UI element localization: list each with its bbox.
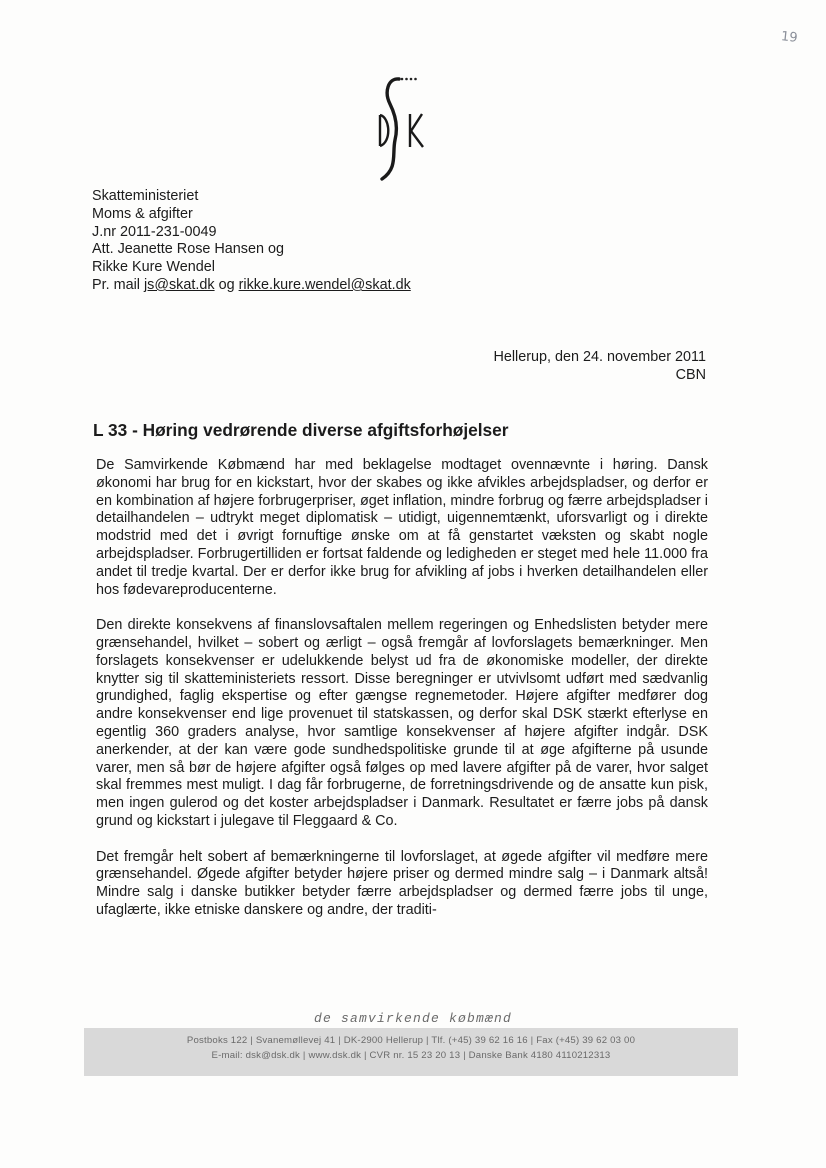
recipient-line: Moms & afgifter	[92, 205, 193, 222]
dsk-logo	[368, 70, 428, 182]
email-conjunction: og	[218, 276, 235, 293]
date-block	[493, 348, 706, 384]
recipient-line: Rikke Kure Wendel	[92, 259, 215, 276]
recipient-line: Att. Jeanette Rose Hansen og	[92, 241, 284, 258]
footer-tagline: de samvirkende købmænd	[313, 1011, 513, 1026]
email-link-rikke[interactable]: rikke.kure.wendel@skat.dk	[238, 276, 411, 293]
body-paragraph: Det fremgår helt sobert af bemærkningerne til lovforslaget, at øgede afgifter vil medføre mere grænsehandel. Øgede afgifter betyder højere priser og dermed mindre salg – i Danmark altså! Mindre salg i danske butikker betyder færre arbejdspladser og dermed færre jobs til unge, ufaglærte, ikke etniske danskere og andre, der traditi-	[96, 848, 708, 918]
recipient-line: J.nr 2011-231-0049	[92, 223, 217, 240]
email-link-js[interactable]: js@skat.dk	[143, 276, 215, 293]
footer-address-line: Postboks 122 | Svanemøllevej 41 | DK-2900 Hellerup | Tlf. (+45) 39 62 16 16 | Fax (+45) 39 62 03 00	[186, 1035, 636, 1046]
letter-body	[96, 457, 708, 920]
mail-prefix: Pr. mail	[92, 276, 140, 293]
footer-contact-bar	[84, 1028, 738, 1076]
recipient-address	[92, 188, 411, 295]
dsk-logo-mark	[368, 70, 428, 182]
recipient-line: Skatteministeriet	[92, 188, 199, 204]
footer-contact-line: E-mail: dsk@dsk.dk | www.dsk.dk | CVR nr. 15 23 20 13 | Danske Bank 4180 4110212313	[211, 1049, 611, 1061]
recipient-email-line	[92, 277, 411, 295]
author-initials: CBN	[675, 367, 706, 384]
body-paragraph: Den direkte konsekvens af finanslovsaftalen mellem regeringen og Enhedslisten betyder mere grænsehandel, hvilket – sobert og ærligt – også fremgår af lovforslagets bemærkninger. Men forslagets konsekvenser er udelukkende belyst ud fra de økonomiske modeller, der direkte knytter sig til skatteministeriets ressort. Disse beregninger er utvivlsomt udført med sædvanlig grundighed, faglig ekspertise og efter gængse regnemetoder. Højere afgifter medfører dog andre konsekvenser end lige provenuet til statskassen, og derfor skal DSK stærkt efterlyse en egentlig 360 graders analyse, hvor samtlige konsekvenser af højere afgifter indgår. DSK anerkender, at der kan være gode sundhedspolitiske grunde til at øge afgifterne på usunde varer, men så bør de højere afgifter også følges op med lavere afgifter på de varer, hvor salget skal fremmes mest muligt. I dag får forbrugerne, de forretningsdrivende og de ansatte kun pisk, men ingen gulerod og det koster arbejdspladser i Danmark. Resultatet er færre jobs på dansk grund og kickstart i julegave til Fleggaard & Co.	[96, 617, 708, 829]
body-paragraph: De Samvirkende Købmænd har med beklagelse modtaget ovennævnte i høring. Dansk økonomi har brug for en kickstart, hvor der skabes og ikke afvikles arbejdspladser, og derfor er en kombination af højere forbrugerpriser, øget inflation, mindre forbrug og færre arbejdspladser i detailhandelen – udtrykt meget diplomatisk – utidigt, uigennemtænkt, uforsvarligt og i direkte modstrid med det i øvrigt fornuftige ønske om at få genstartet væksten og skabt nogle arbejdspladser. Forbrugertilliden er fortsat faldende og ledigheden er steget med hele 11.000 fra andet til tredje kvartal. Der er derfor ikke brug for afvikling af jobs i hverken detailhandelen eller hos fødevareproducenterne.	[96, 457, 708, 598]
date-line: Hellerup, den 24. november 2011	[493, 349, 706, 365]
page-number: 19	[780, 29, 799, 46]
letter-subject: L 33 - Høring vedrørende diverse afgiftsforhøjelser	[93, 420, 509, 440]
